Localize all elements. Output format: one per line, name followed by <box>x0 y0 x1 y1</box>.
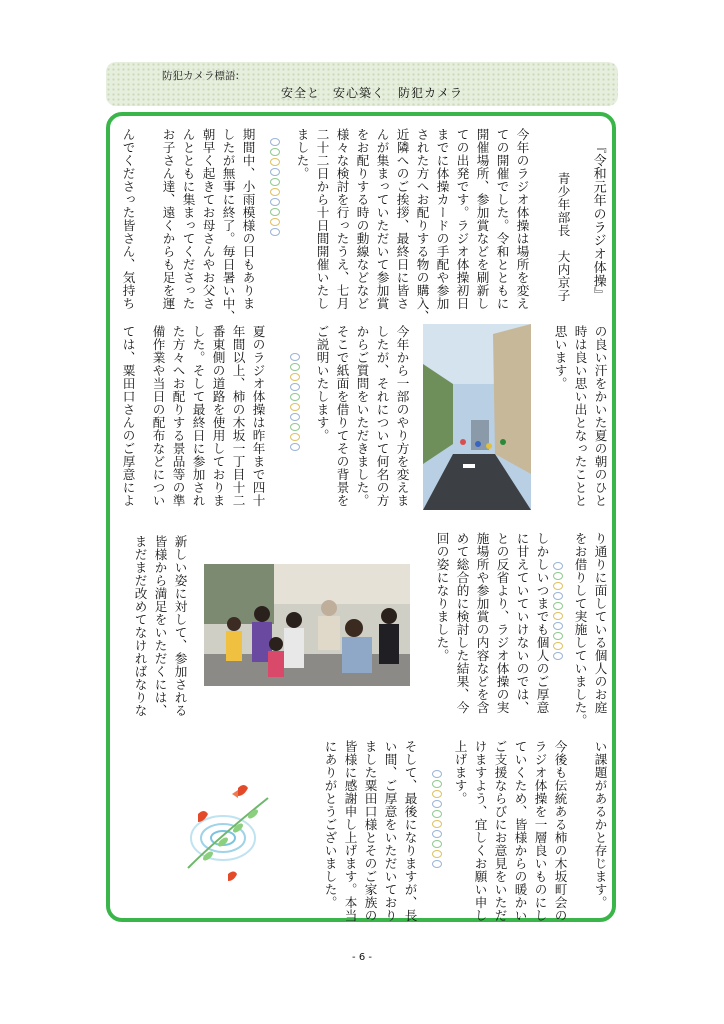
text-column: をお配りする時の動線などなど <box>354 128 370 310</box>
text-column: したが無事に終了。毎日暑い中、 <box>220 128 236 323</box>
goldfish-illustration <box>178 778 278 888</box>
text-column: ての開催でした。令和とともに <box>494 128 510 310</box>
article-title: 『令和元年のラジオ体操』 <box>590 140 606 301</box>
banner-slogan: 安全と 安心築く 防犯カメラ <box>281 86 464 100</box>
text-column: そこで紙面を借りてその背景を <box>334 325 350 507</box>
text-column: 思います。 <box>552 325 568 390</box>
text-column: 時は良い思い出となったことと <box>572 325 588 507</box>
text-column: からご質問をいただきました。 <box>354 325 370 507</box>
text-column: された方へお配りする物の購入、 <box>414 128 430 323</box>
slogan-banner <box>106 62 618 106</box>
text-column: ラジオ体操を一層良いものにし <box>532 740 548 922</box>
page-number: - 6 - <box>352 952 372 963</box>
text-column: 皆様から満足をいただくには、 <box>152 535 168 717</box>
text-column: しかしいつまでも個人のご厚意 <box>534 532 550 714</box>
text-column: んでくださった皆さん、気持ち <box>120 128 136 310</box>
text-column: まだまだ改めてなければなりな <box>132 535 148 717</box>
text-column: 夏のラジオ体操は昨年まで四十 <box>250 325 266 507</box>
street-photo <box>423 324 531 510</box>
text-column: ての出発です。ラジオ体操初日 <box>454 128 470 310</box>
text-column: り通りに面している個人のお庭 <box>592 532 608 714</box>
text-column: 番東側の道路を使用しておりま <box>210 325 226 507</box>
text-column: 皆様に感謝申し上げます。本当 <box>342 740 358 922</box>
text-column: ました粟田口様とそのご家族の <box>362 740 378 922</box>
text-column: い課題があるかと存じます。 <box>592 740 608 909</box>
text-column: 今後も伝統ある柿の木坂町会の <box>552 740 568 922</box>
text-column: 期間中、小雨模様の日もありま <box>240 128 256 310</box>
text-column: の良い汗をかいた夏の朝のひと <box>592 325 608 507</box>
text-column: 回の姿になりました。 <box>434 532 450 662</box>
text-column: い間、ご厚意をいただいており <box>382 740 398 922</box>
text-column: 様々な検討を行ったうえ、七月 <box>334 128 350 310</box>
text-column: ていくため、皆様からの暖かい <box>512 740 528 922</box>
text-column: にありがとうございました。 <box>322 740 338 909</box>
text-column: 朝早く起きてお母さんやお父さ <box>200 128 216 310</box>
decorative-divider-icon <box>290 353 300 451</box>
text-column: お子さん達、遠くからも足を運 <box>160 128 176 310</box>
text-column: めて総合的に検討した結果、今 <box>454 532 470 714</box>
text-column: ご支援ならびにお意見をいただ <box>492 740 508 922</box>
text-column: した。そして最終日に参加され <box>190 325 206 507</box>
text-column: 二十二日から十日間開催いたし <box>314 128 330 310</box>
text-column: ては、粟田口さんのご厚意によ <box>120 325 136 507</box>
decorative-divider-icon <box>432 770 442 868</box>
text-column: に甘えていていけないのでは、 <box>514 532 530 714</box>
text-column: までに体操カードの手配や参加 <box>434 128 450 310</box>
author-line: 青少年部長 大内京子 <box>555 172 571 302</box>
text-column: したが、それについて何名の方 <box>374 325 390 507</box>
text-column: そして、最後になりますが、長 <box>402 740 418 922</box>
text-column: 近隣へのご挨拶、最終日に皆さ <box>394 128 410 310</box>
crowd-photo <box>204 564 410 686</box>
banner-label: 防犯カメラ標語: <box>162 70 240 82</box>
text-column: ご説明いたします。 <box>314 325 330 442</box>
text-column: 年間以上、柿の木坂一丁目十二 <box>230 325 246 507</box>
text-column: 上げます。 <box>452 740 468 805</box>
text-column: けますよう、宜しくお願い申し <box>472 740 488 922</box>
text-column: 施場所や参加賞の内容などを含 <box>474 532 490 714</box>
text-column: んとともに集まってくださった <box>180 128 196 310</box>
text-column: との反省より、ラジオ体操の実 <box>494 532 510 714</box>
text-column: 開催場所、参加賞などを刷新し <box>474 128 490 310</box>
decorative-divider-icon <box>553 562 563 660</box>
text-column: 新しい姿に対して、参加される <box>172 535 188 717</box>
text-column: 備作業や当日の配布などについ <box>150 325 166 507</box>
text-column: んが集まっていただいて参加賞 <box>374 128 390 310</box>
text-column: ました。 <box>294 128 310 180</box>
text-column: 今年のラジオ体操は場所を変え <box>514 128 530 310</box>
decorative-divider-icon <box>270 138 280 236</box>
text-column: をお借りして実施していました。 <box>572 532 588 727</box>
text-column: た方々へお配りする景品等の準 <box>170 325 186 507</box>
text-column: 今年から一部のやり方を変えま <box>394 325 410 507</box>
